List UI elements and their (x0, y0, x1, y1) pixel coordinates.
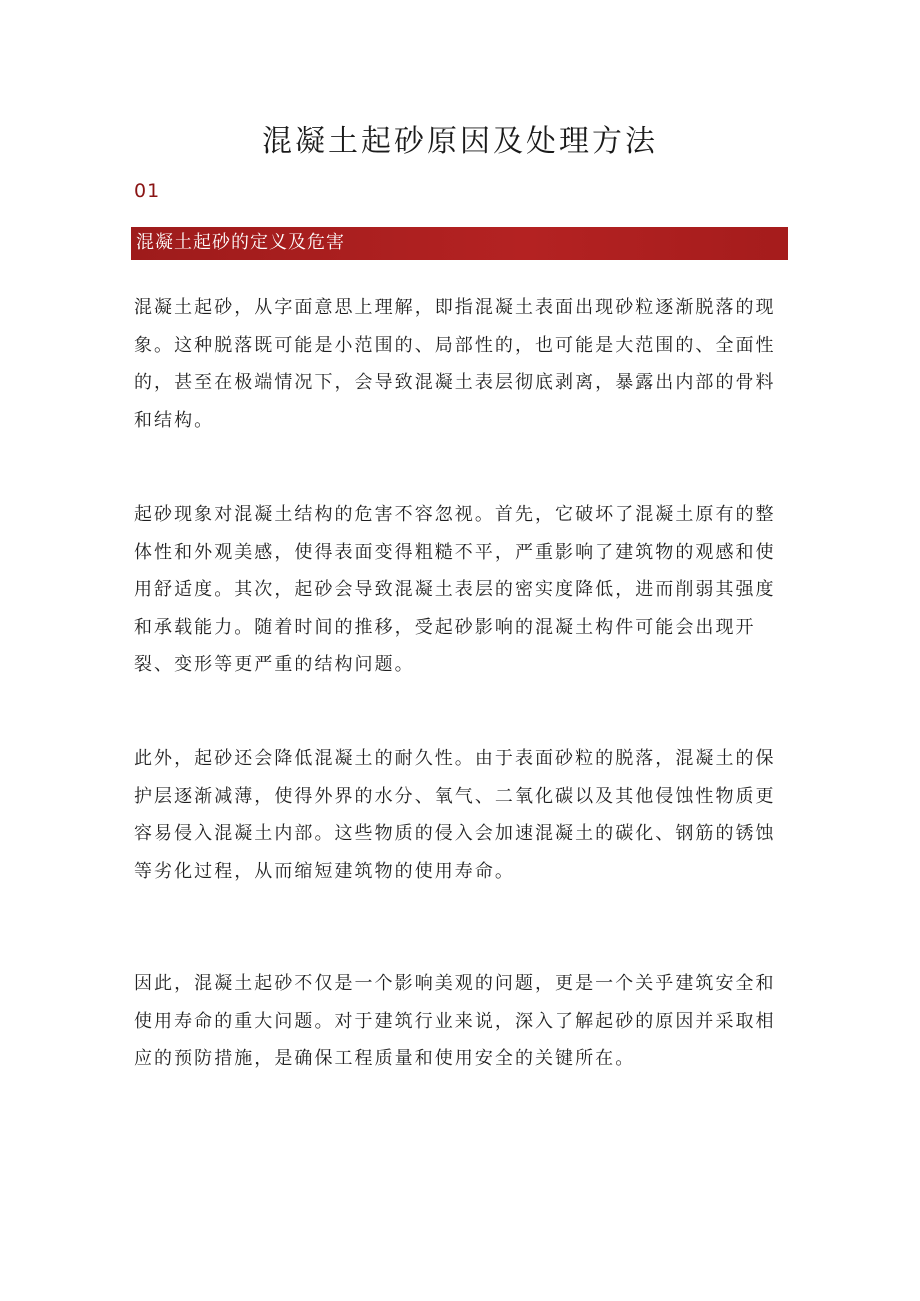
paragraph-structural-harm: 起砂现象对混凝土结构的危害不容忽视。首先，它破坏了混凝土原有的整体性和外观美感，使得表面变得粗糙不平，严重影响了建筑物的观感和使用舒适度。其次，起砂会导致混凝土表层的密实度降低，进而削弱其强度和承载能力。随着时间的推移，受起砂影响的混凝土构件可能会出现开裂、变形等更严重的结构问题。 (134, 504, 776, 675)
section-number: 01 (134, 180, 161, 202)
paragraph-definition: 混凝土起砂，从字面意思上理解，即指混凝土表面出现砂粒逐渐脱落的现象。这种脱落既可能是小范围的、局部性的，也可能是大范围的、全面性的，甚至在极端情况下，会导致混凝土表层彻底剥离，暴露出内部的骨料和结构。 (134, 297, 776, 431)
paragraph-durability: 此外，起砂还会降低混凝土的耐久性。由于表面砂粒的脱落，混凝土的保护层逐渐减薄，使得外界的水分、氧气、二氧化碳以及其他侵蚀性物质更容易侵入混凝土内部。这些物质的侵入会加速混凝土的碳化、钢筋的锈蚀等劣化过程，从而缩短建筑物的使用寿命。 (134, 748, 776, 882)
section-heading: 混凝土起砂的定义及危害 (136, 232, 345, 253)
document-title: 混凝土起砂原因及处理方法 (262, 124, 658, 159)
paragraph-conclusion: 因此，混凝土起砂不仅是一个影响美观的问题，更是一个关乎建筑安全和使用寿命的重大问题。对于建筑行业来说，深入了解起砂的原因并采取相应的预防措施，是确保工程质量和使用安全的关键所在。 (134, 973, 776, 1069)
